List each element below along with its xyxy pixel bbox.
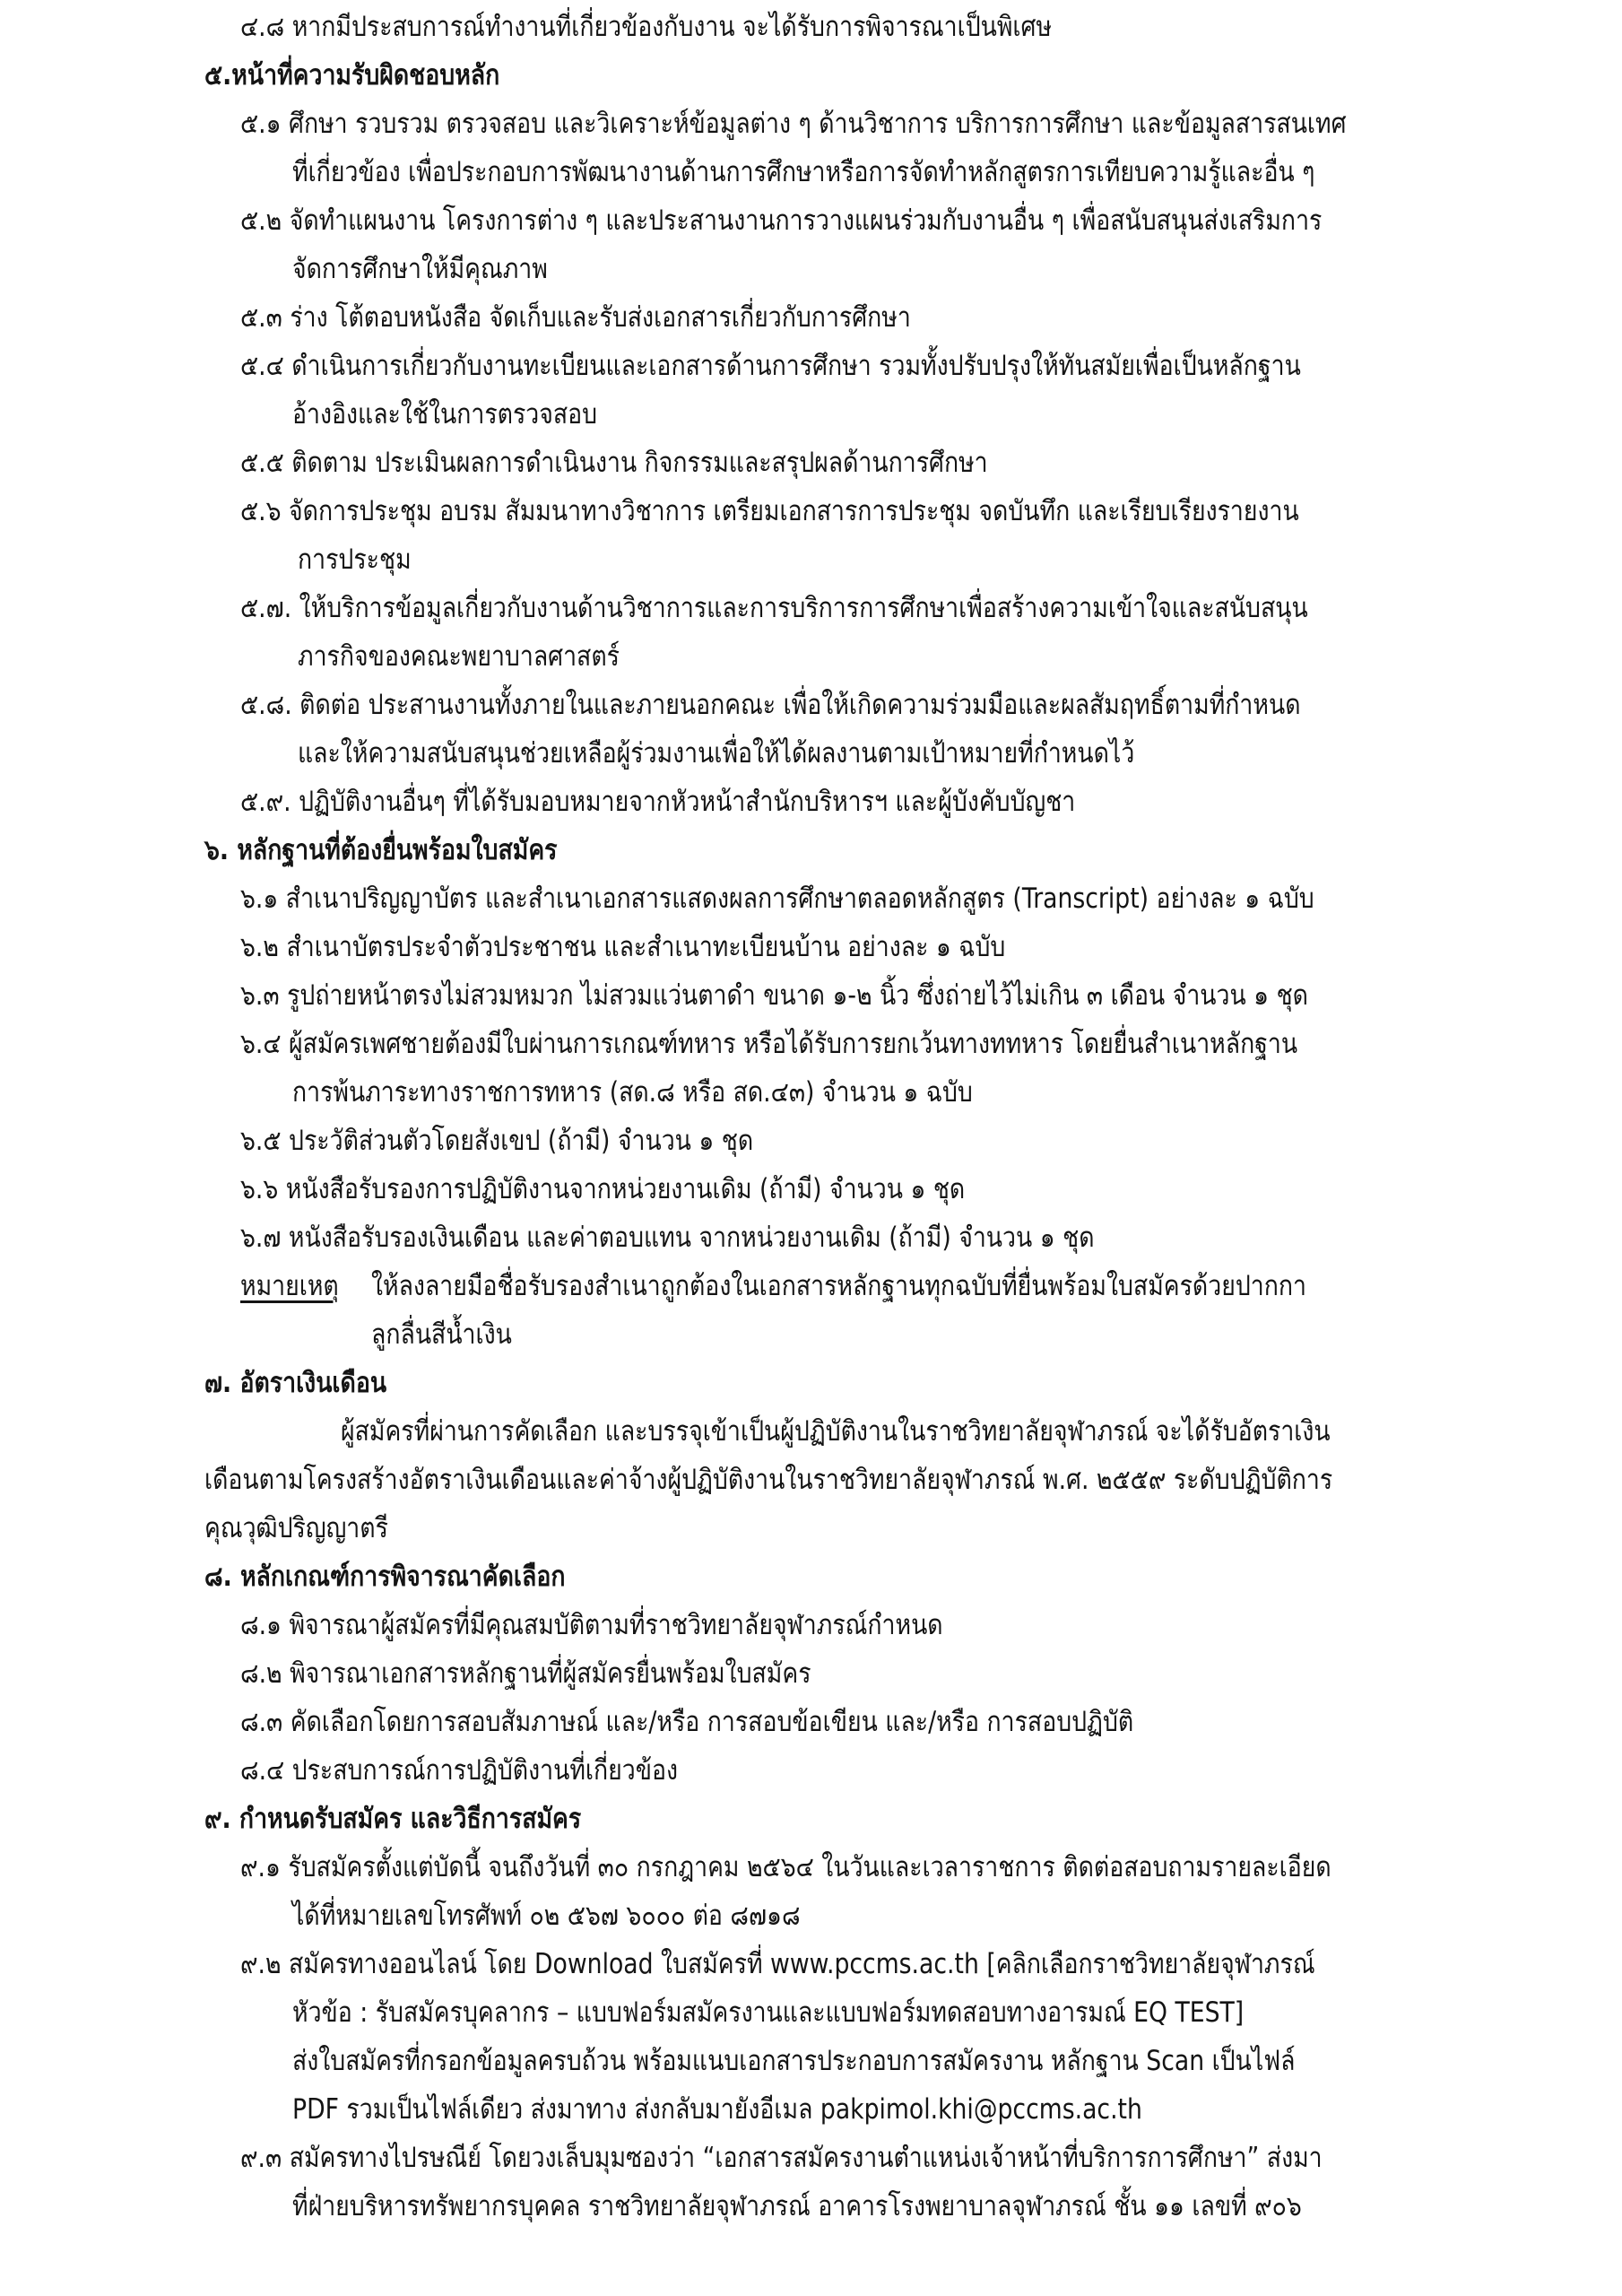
item-9-1-cont: ได้ที่หมายเลขโทรศัพท์ ๐๒ ๕๖๗ ๖๐๐๐ ต่อ ๘๗๑๘ [292,1900,801,1932]
item-8-2: ๘.๒ พิจารณาเอกสารหลักฐานที่ผู้สมัครยื่นพร้อมใบสมัคร [240,1657,811,1690]
item-5-2-cont: จัดการศึกษาให้มีคุณภาพ [292,253,548,285]
item-6-2: ๖.๒ สำเนาบัตรประจำตัวประชาชน และสำเนาทะเบียนบ้าน อย่างละ ๑ ฉบับ [240,931,1006,963]
item-9-2-cont-2: ส่งใบสมัครที่กรอกข้อมูลครบถ้วน พร้อมแนบเอกสารประกอบการสมัครงาน หลักฐาน Scan เป็นไฟล์ [292,2045,1296,2077]
item-5-9: ๕.๙. ปฏิบัติงานอื่นๆ ที่ได้รับมอบหมายจากหัวหน้าสำนักบริหารฯ และผู้บังคับบัญชา [240,786,1076,818]
note-text: ให้ลงลายมือชื่อรับรองสำเนาถูกต้องในเอกสารหลักฐานทุกฉบับที่ยื่นพร้อมใบสมัครด้วยปากกา [371,1270,1306,1302]
item-5-6-cont: การประชุม [298,544,412,576]
item-9-2-cont-3: PDF รวมเป็นไฟล์เดียว ส่งมาทาง ส่งกลับมายังอีเมล pakpimol.khi@pccms.ac.th [292,2093,1142,2126]
item-5-8: ๕.๘. ติดต่อ ประสานงานทั้งภายในและภายนอกคณะ เพื่อให้เกิดความร่วมมือและผลสัมฤทธิ์ตามที่กำหนด [240,689,1301,721]
item-9-2-cont-1: หัวข้อ : รับสมัครบุคลากร – แบบฟอร์มสมัครงานและแบบฟอร์มทดสอบทางอารมณ์ EQ TEST] [292,1996,1245,2029]
item-6-6: ๖.๖ หนังสือรับรองการปฏิบัติงานจากหน่วยงานเดิม (ถ้ามี) จำนวน ๑ ชุด [240,1173,966,1205]
salary-paragraph-line-2: เดือนตามโครงสร้างอัตราเงินเดือนและค่าจ้างผู้ปฏิบัติงานในราชวิทยาลัยจุฬาภรณ์ พ.ศ. ๒๕๕๙ ระดับปฏิบัติการ [204,1464,1333,1496]
item-5-4-cont: อ้างอิงและใช้ในการตรวจสอบ [292,398,598,430]
salary-paragraph-line-3: คุณวุฒิปริญญาตรี [204,1512,388,1544]
heading-section-6: ๖. หลักฐานที่ต้องยื่นพร้อมใบสมัคร [204,834,558,866]
heading-section-8: ๘. หลักเกณฑ์การพิจารณาคัดเลือก [204,1561,566,1593]
item-9-3: ๙.๓ สมัครทางไปรษณีย์ โดยวงเล็บมุมซองว่า “เอกสารสมัครงานตำแหน่งเจ้าหน้าที่บริการการศึกษา” ส่งมา [240,2142,1323,2174]
item-6-5: ๖.๕ ประวัติส่วนตัวโดยสังเขป (ถ้ามี) จำนวน ๑ ชุด [240,1125,754,1157]
item-8-1: ๘.๑ พิจารณาผู้สมัครที่มีคุณสมบัติตามที่ราชวิทยาลัยจุฬาภรณ์กำหนด [240,1609,943,1641]
item-6-4: ๖.๔ ผู้สมัครเพศชายต้องมีใบผ่านการเกณฑ์ทหาร หรือได้รับการยกเว้นทางททหาร โดยยื่นสำเนาหลักฐาน [240,1028,1298,1060]
item-8-3: ๘.๓ คัดเลือกโดยการสอบสัมภาษณ์ และ/หรือ การสอบข้อเขียน และ/หรือ การสอบปฏิบัติ [240,1706,1134,1738]
item-8-4: ๘.๔ ประสบการณ์การปฏิบัติงานที่เกี่ยวข้อง [240,1754,678,1787]
note-text-cont: ลูกลื่นสีน้ำเงิน [371,1318,512,1351]
item-9-1: ๙.๑ รับสมัครตั้งแต่บัดนี้ จนถึงวันที่ ๓๐ กรกฎาคม ๒๕๖๔ ในวันและเวลาราชการ ติดต่อสอบถามรายละเอียด [240,1851,1331,1883]
item-5-3: ๕.๓ ร่าง โต้ตอบหนังสือ จัดเก็บและรับส่งเอกสารเกี่ยวกับการศึกษา [240,301,911,334]
item-5-7: ๕.๗. ให้บริการข้อมูลเกี่ยวกับงานด้านวิชาการและการบริการการศึกษาเพื่อสร้างความเข้าใจและสนับสนุน [240,592,1308,624]
item-6-7: ๖.๗ หนังสือรับรองเงินเดือน และค่าตอบแทน จากหน่วยงานเดิม (ถ้ามี) จำนวน ๑ ชุด [240,1222,1095,1254]
item-6-4-cont: การพ้นภาระทางราชการทหาร (สด.๘ หรือ สด.๔๓) จำนวน ๑ ฉบับ [292,1076,973,1109]
item-5-7-cont: ภารกิจของคณะพยาบาลศาสตร์ [298,640,620,673]
item-5-1: ๕.๑ ศึกษา รวบรวม ตรวจสอบ และวิเคราะห์ข้อมูลต่าง ๆ ด้านวิชาการ บริการการศึกษา และข้อมูลสารสนเทศ [240,108,1347,140]
item-6-1: ๖.๑ สำเนาปริญญาบัตร และสำเนาเอกสารแสดงผลการศึกษาตลอดหลักสูตร (Transcript) อย่างละ ๑ ฉบับ [240,883,1314,915]
item-5-4: ๕.๔ ดำเนินการเกี่ยวกับงานทะเบียนและเอกสารด้านการศึกษา รวมทั้งปรับปรุงให้ทันสมัยเพื่อเป็นหลักฐาน [240,350,1301,382]
item-5-1-cont: ที่เกี่ยวข้อง เพื่อประกอบการพัฒนางานด้านการศึกษาหรือการจัดทำหลักสูตรการเทียบความรู้และอื่น ๆ [292,156,1315,188]
heading-section-7: ๗. อัตราเงินเดือน [204,1367,387,1399]
note-label: หมายเหตุ [240,1270,339,1302]
item-5-2: ๕.๒ จัดทำแผนงาน โครงการต่าง ๆ และประสานงานการวางแผนร่วมกับงานอื่น ๆ เพื่อสนับสนุนส่งเสริมการ [240,204,1323,237]
item-4-8: ๔.๘ หากมีประสบการณ์ทำงานที่เกี่ยวข้องกับงาน จะได้รับการพิจารณาเป็นพิเศษ [240,11,1053,43]
item-9-3-cont: ที่ฝ่ายบริหารทรัพยากรบุคคล ราชวิทยาลัยจุฬาภรณ์ อาคารโรงพยาบาลจุฬาภรณ์ ชั้น ๑๑ เลขที่ ๙๐๖ [292,2190,1302,2222]
item-6-3: ๖.๓ รูปถ่ายหน้าตรงไม่สวมหมวก ไม่สวมแว่นตาดำ ขนาด ๑-๒ นิ้ว ซึ่งถ่ายไว้ไม่เกิน ๓ เดือน จำนวน ๑ ชุด [240,979,1308,1012]
heading-section-9: ๙. กำหนดรับสมัคร และวิธีการสมัคร [204,1803,582,1835]
heading-section-5: ๕.หน้าที่ความรับผิดชอบหลัก [204,59,500,91]
salary-paragraph-line-1: ผู้สมัครที่ผ่านการคัดเลือก และบรรจุเข้าเป็นผู้ปฏิบัติงานในราชวิทยาลัยจุฬาภรณ์ จะได้รับอัตราเงิน [341,1415,1331,1448]
item-5-8-cont: และให้ความสนับสนุนช่วยเหลือผู้ร่วมงานเพื่อให้ได้ผลงานตามเป้าหมายที่กำหนดไว้ [298,737,1135,770]
item-5-5: ๕.๕ ติดตาม ประเมินผลการดำเนินงาน กิจกรรมและสรุปผลด้านการศึกษา [240,447,988,479]
item-5-6: ๕.๖ จัดการประชุม อบรม สัมมนาทางวิชาการ เตรียมเอกสารการประชุม จดบันทึก และเรียบเรียงรายงาน [240,495,1299,527]
item-9-2: ๙.๒ สมัครทางออนไลน์ โดย Download ใบสมัครที่ www.pccms.ac.th [คลิกเลือกราชวิทยาลัยจุฬาภรณ์ [240,1948,1315,1980]
